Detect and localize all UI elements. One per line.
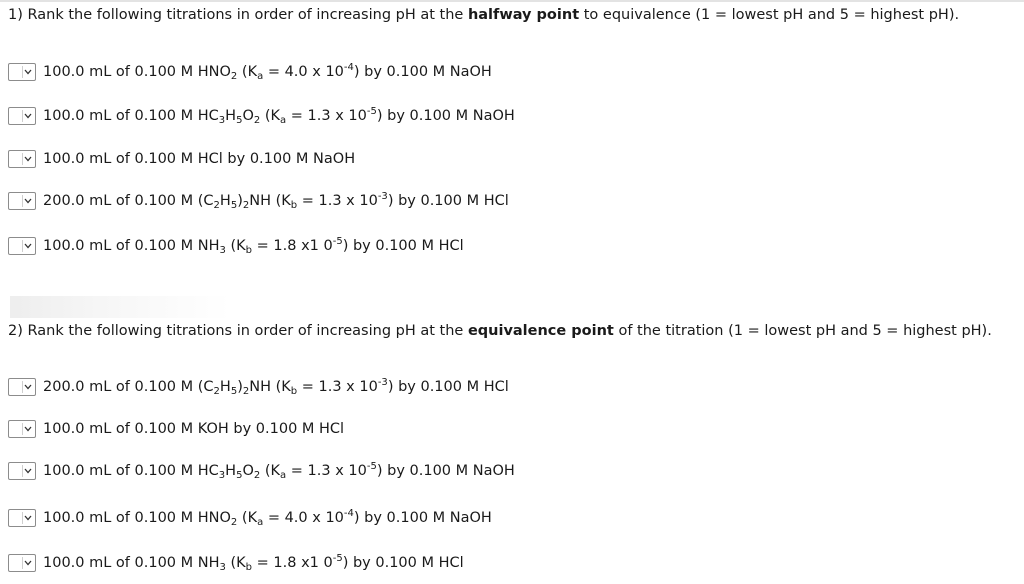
q1-item-5 bbox=[8, 236, 464, 256]
titration-label: 100.0 mL of 0.100 M $HNO_2$ ($K_a = 4.0$ x $10^{-4}$) by 0.100 M NaOH bbox=[43, 62, 492, 82]
rank-select[interactable] bbox=[8, 192, 36, 210]
chevron-down-icon bbox=[22, 110, 33, 122]
titration-label: 100.0 mL of 0.100 M HCl by 0.100 M NaOH bbox=[43, 151, 356, 167]
rank-select[interactable] bbox=[8, 107, 36, 125]
q2-item-4 bbox=[8, 508, 492, 528]
titration-label: 100.0 mL of 0.100 M $NH_3$ ($K_b = 1.8$ x1 $0^{-5}$) by 0.100 M HCl bbox=[43, 553, 464, 573]
q1-item-1 bbox=[8, 62, 492, 82]
rank-select[interactable] bbox=[8, 509, 36, 527]
rank-select[interactable] bbox=[8, 462, 36, 480]
q2-item-1 bbox=[8, 377, 509, 397]
rank-select[interactable] bbox=[8, 420, 36, 438]
rank-select[interactable] bbox=[8, 554, 36, 572]
chevron-down-icon bbox=[22, 153, 33, 165]
chevron-down-icon bbox=[22, 195, 33, 207]
chevron-down-icon bbox=[22, 66, 33, 78]
q1-item-3 bbox=[8, 149, 355, 169]
question-1-text-end: to equivalence (1 = lowest pH and 5 = highest pH). bbox=[579, 7, 960, 23]
titration-label: 100.0 mL of 0.100 M KOH by 0.100 M HCl bbox=[43, 421, 345, 437]
faded-artifact bbox=[10, 296, 230, 318]
chevron-down-icon bbox=[22, 240, 33, 252]
rank-select[interactable] bbox=[8, 150, 36, 168]
question-1-prompt bbox=[8, 7, 959, 23]
titration-label: 100.0 mL of 0.100 M $HC_3H_5O_2$ ($K_a = 1.3$ x $10^{-5}$) by 0.100 M NaOH bbox=[43, 106, 515, 126]
titration-label: 100.0 mL of 0.100 M $NH_3$ ($K_b = 1.8$ x1 $0^{-5}$) by 0.100 M HCl bbox=[43, 236, 464, 256]
titration-label: 100.0 mL of 0.100 M $HC_3H_5O_2$ ($K_a = 1.3$ x $10^{-5}$) by 0.100 M NaOH bbox=[43, 461, 515, 481]
top-divider bbox=[0, 0, 1024, 2]
rank-select[interactable] bbox=[8, 63, 36, 81]
q2-item-2 bbox=[8, 419, 344, 439]
question-1-emphasis: halfway point bbox=[467, 7, 580, 23]
titration-label: 200.0 mL of 0.100 M $(C_2H_5)_2NH$ ($K_b = 1.3$ x $10^{-3}$) by 0.100 M HCl bbox=[43, 377, 509, 397]
rank-select[interactable] bbox=[8, 237, 36, 255]
q2-item-5 bbox=[8, 553, 464, 573]
chevron-down-icon bbox=[22, 512, 33, 524]
chevron-down-icon bbox=[22, 465, 33, 477]
chevron-down-icon bbox=[22, 557, 33, 569]
question-2-text: 2) Rank the following titrations in order of increasing pH at the bbox=[8, 323, 468, 339]
question-1-text: 1) Rank the following titrations in order of increasing pH at the bbox=[8, 7, 468, 23]
chevron-down-icon bbox=[22, 423, 33, 435]
question-2-text-end: of the titration (1 = lowest pH and 5 = highest pH). bbox=[613, 323, 992, 339]
titration-label: 100.0 mL of 0.100 M $HNO_2$ ($K_a = 4.0$ x $10^{-4}$) by 0.100 M NaOH bbox=[43, 508, 492, 528]
titration-label: 200.0 mL of 0.100 M $(C_2H_5)_2NH$ ($K_b = 1.3$ x $10^{-3}$) by 0.100 M HCl bbox=[43, 191, 509, 211]
rank-select[interactable] bbox=[8, 378, 36, 396]
chevron-down-icon bbox=[22, 381, 33, 393]
q1-item-2 bbox=[8, 106, 515, 126]
q2-item-3 bbox=[8, 461, 515, 481]
q1-item-4 bbox=[8, 191, 509, 211]
question-2-emphasis: equivalence point bbox=[467, 323, 614, 339]
question-2-prompt bbox=[8, 323, 992, 339]
